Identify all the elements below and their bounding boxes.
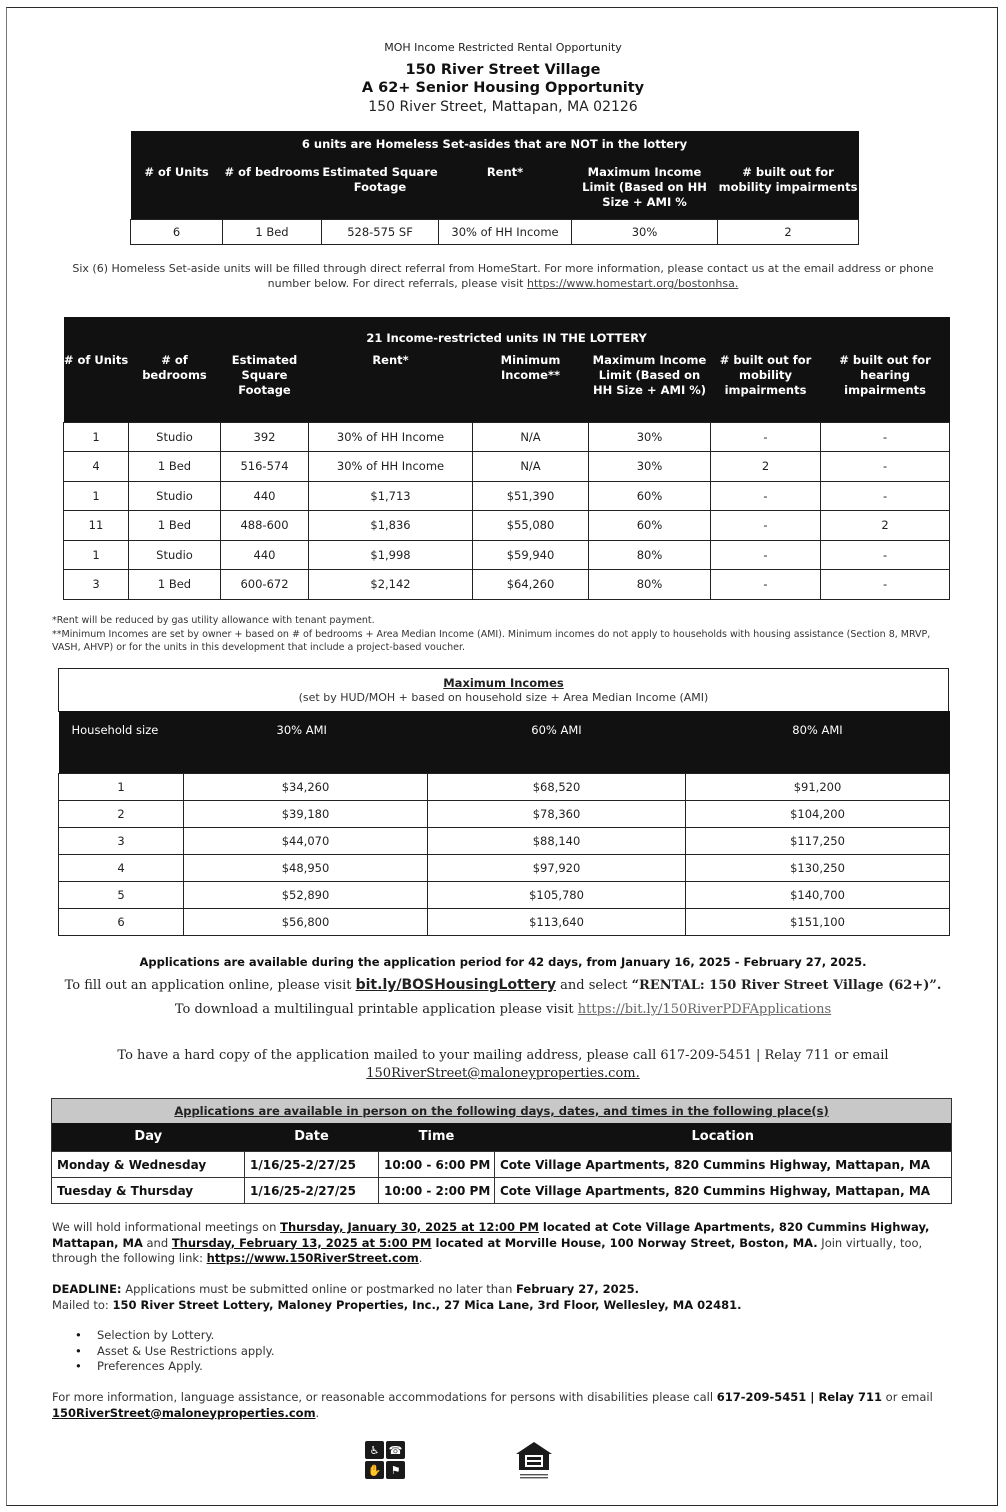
property-title: 150 River Street Village <box>405 62 601 78</box>
table-row <box>59 881 950 908</box>
contact-text: For more information, language assistance, or reasonable accommodations for persons with disabilities please call <box>52 1390 717 1404</box>
meeting2-place: located at Morville House, 100 Norway Street, Boston, MA. <box>431 1235 818 1250</box>
header-kicker: MOH Income Restricted Rental Opportunity <box>384 41 622 54</box>
cell-bedrooms: 1 Bed <box>129 511 221 541</box>
cell-max-income: 80% <box>589 540 711 570</box>
contact-email-link[interactable]: 150RiverStreet@maloneyproperties.com <box>52 1405 316 1420</box>
cell-mobility: 2 <box>718 219 859 244</box>
column-header: 60% AMI <box>428 711 686 773</box>
table-row <box>131 219 859 244</box>
contact-period: . <box>315 1405 320 1420</box>
cell-30-ami: $34,260 <box>184 773 428 800</box>
cell-bedrooms: Studio <box>129 481 221 511</box>
deadline-date: February 27, 2025. <box>516 1282 640 1296</box>
cell-units: 4 <box>64 452 129 482</box>
cell-day: Tuesday & Thursday <box>52 1178 245 1204</box>
mail-application-line <box>0 1047 1006 1083</box>
cell-60-ami: $78,360 <box>428 800 686 827</box>
cell-units: 3 <box>64 570 129 600</box>
cell-bedrooms: 1 Bed <box>223 219 322 244</box>
cell-60-ami: $97,920 <box>428 854 686 881</box>
table-row <box>64 540 950 570</box>
rent-footnote: *Rent will be reduced by gas utility allowance with tenant payment. <box>52 615 375 626</box>
cell-max-income: 30% <box>572 219 718 244</box>
cell-mobility: - <box>711 511 821 541</box>
meeting1-time: Thursday, January 30, 2025 at 12:00 PM <box>280 1220 539 1234</box>
mail-text: To have a hard copy of the application mailed to your mailing address, please call 617-209-5451 | Relay 711 or email <box>117 1048 889 1063</box>
meetings-virtual: Join virtually, too, through the following link: <box>52 1235 923 1265</box>
mailed-label: Mailed to: <box>52 1297 113 1312</box>
table-row <box>52 1152 952 1178</box>
cell-household-size: 4 <box>59 854 184 881</box>
homestart-link[interactable]: https://www.homestart.org/bostonhsa. <box>526 277 739 290</box>
cell-80-ami: $117,250 <box>686 827 950 854</box>
download-application-line <box>0 1002 1006 1017</box>
cell-units: 1 <box>64 422 129 452</box>
cell-min-income: $64,260 <box>473 570 589 600</box>
cell-min-income: N/A <box>473 422 589 452</box>
cell-max-income: 60% <box>589 481 711 511</box>
column-header: Day <box>52 1123 245 1152</box>
cell-80-ami: $151,100 <box>686 908 950 935</box>
cell-mobility: 2 <box>711 452 821 482</box>
cell-max-income: 30% <box>589 422 711 452</box>
table-row <box>64 452 950 482</box>
cell-hearing: 2 <box>821 511 950 541</box>
contact-phone: 617-209-5451 | Relay 711 <box>716 1390 882 1404</box>
property-subtitle: A 62+ Senior Housing Opportunity <box>361 80 645 96</box>
homeless-table-caption: 6 units are Homeless Set-asides that are NOT in the lottery <box>131 131 859 157</box>
cell-household-size: 3 <box>59 827 184 854</box>
meetings-and: and <box>142 1235 172 1250</box>
max-incomes-title: Maximum Incomes <box>443 676 564 690</box>
cell-rent: 30% of HH Income <box>439 219 572 244</box>
column-header: Maximum Income Limit (Based on HH Size + AMI %) <box>589 347 711 422</box>
online-application-line <box>0 977 1006 993</box>
cell-location: Cote Village Apartments, 820 Cummins Highway, Mattapan, MA <box>495 1152 952 1178</box>
lottery-table-header <box>64 347 950 422</box>
cell-min-income: $55,080 <box>473 511 589 541</box>
column-header: # built out for mobility impairments <box>718 157 859 219</box>
cell-bedrooms: 1 Bed <box>129 452 221 482</box>
max-incomes-subtitle: (set by HUD/MOH + based on household size + Area Median Income (AMI) <box>298 691 709 704</box>
table-row <box>64 481 950 511</box>
homeless-setaside-table <box>130 131 859 245</box>
cell-rent: 30% of HH Income <box>309 452 473 482</box>
contact-or-email: or email <box>882 1390 933 1404</box>
cell-rent: 30% of HH Income <box>309 422 473 452</box>
cell-mobility: - <box>711 481 821 511</box>
sign-language-icon: ✋ <box>365 1461 384 1479</box>
cell-30-ami: $39,180 <box>184 800 428 827</box>
cell-units: 1 <box>64 481 129 511</box>
table-row <box>64 511 950 541</box>
column-header: # of Units <box>131 157 223 219</box>
cell-60-ami: $105,780 <box>428 881 686 908</box>
cell-location: Cote Village Apartments, 820 Cummins Highway, Mattapan, MA <box>495 1178 952 1204</box>
cell-hearing: - <box>821 540 950 570</box>
cell-sqft: 516-574 <box>221 452 309 482</box>
deadline-text: Applications must be submitted online or postmarked no later than <box>121 1282 517 1296</box>
deadline-block <box>52 1282 962 1313</box>
cell-sqft: 440 <box>221 481 309 511</box>
cell-household-size: 5 <box>59 881 184 908</box>
in-person-header <box>52 1123 952 1152</box>
max-incomes-table <box>58 711 950 936</box>
max-incomes-box <box>58 668 949 712</box>
wheelchair-icon: ♿ <box>365 1441 384 1459</box>
cell-bedrooms: 1 Bed <box>129 570 221 600</box>
in-person-caption: Applications are available in person on the following days, dates, and times in the following place(s) <box>52 1099 952 1123</box>
table-row <box>59 827 950 854</box>
cell-household-size: 2 <box>59 800 184 827</box>
cell-hearing: - <box>821 452 950 482</box>
cell-day: Monday & Wednesday <box>52 1152 245 1178</box>
download-prefix: To download a multilingual printable application please visit <box>174 1002 578 1017</box>
column-header: Estimated Square Footage <box>322 157 439 219</box>
cell-rent: $2,142 <box>309 570 473 600</box>
cell-units: 1 <box>64 540 129 570</box>
mail-email-link[interactable]: 150RiverStreet@maloneyproperties.com. <box>366 1066 640 1081</box>
column-header: # built out for mobility impairments <box>711 347 821 422</box>
cell-rent: $1,836 <box>309 511 473 541</box>
table-row <box>64 570 950 600</box>
deadline-label: DEADLINE: <box>52 1282 122 1296</box>
equal-housing-opportunity-icon <box>512 1440 556 1484</box>
info-meetings <box>52 1220 962 1267</box>
cell-min-income: N/A <box>473 452 589 482</box>
in-person-table <box>51 1098 952 1204</box>
meeting1-place: located at Cote Village Apartments, 820 Cummins Highway, Mattapan, MA <box>52 1220 930 1250</box>
column-header: # of bedrooms <box>129 347 221 422</box>
meetings-intro: We will hold informational meetings on <box>52 1220 281 1234</box>
cell-date: 1/16/25-2/27/25 <box>245 1152 379 1178</box>
online-prefix: To fill out an application online, please visit <box>64 978 356 993</box>
list-item: • Selection by Lottery. <box>75 1328 275 1344</box>
cell-time: 10:00 - 6:00 PM <box>379 1152 495 1178</box>
cell-rent: $1,713 <box>309 481 473 511</box>
column-header: Maximum Income Limit (Based on HH Size + AMI % <box>572 157 718 219</box>
cell-30-ami: $44,070 <box>184 827 428 854</box>
cell-80-ami: $140,700 <box>686 881 950 908</box>
table-row <box>59 854 950 881</box>
mailed-address: 150 River Street Lottery, Maloney Properties, Inc., 27 Mica Lane, 3rd Floor, Wellesley, MA 02481. <box>112 1297 742 1312</box>
housing-lottery-link[interactable]: bit.ly/BOSHousingLottery <box>355 977 557 993</box>
table-row <box>64 422 950 452</box>
cell-rent: $1,998 <box>309 540 473 570</box>
min-income-footnote: **Minimum Incomes are set by owner + based on # of bedrooms + Area Median Income (AMI). Minimum incomes do not apply to households with housing assistance (Section 8, MRVP, VASH, AHVP) or for the units in this development that include a project-based voucher. <box>52 628 931 653</box>
table-row <box>59 908 950 935</box>
cell-30-ami: $52,890 <box>184 881 428 908</box>
lottery-units-table <box>63 317 950 600</box>
online-selection: “RENTAL: 150 River Street Village (62+)”. <box>631 978 942 993</box>
online-middle: and select <box>556 978 632 993</box>
meeting2-time: Thursday, February 13, 2025 at 5:00 PM <box>171 1235 432 1250</box>
cell-mobility: - <box>711 422 821 452</box>
cell-bedrooms: Studio <box>129 540 221 570</box>
list-item: • Asset & Use Restrictions apply. <box>75 1344 275 1360</box>
cell-sqft: 392 <box>221 422 309 452</box>
column-header: Rent* <box>439 157 572 219</box>
cell-hearing: - <box>821 422 950 452</box>
cell-80-ami: $104,200 <box>686 800 950 827</box>
cell-min-income: $59,940 <box>473 540 589 570</box>
cell-mobility: - <box>711 540 821 570</box>
cell-sqft: 600-672 <box>221 570 309 600</box>
cell-80-ami: $130,250 <box>686 854 950 881</box>
cell-60-ami: $68,520 <box>428 773 686 800</box>
lottery-table-caption: 21 Income-restricted units IN THE LOTTERY <box>64 317 950 347</box>
cell-household-size: 1 <box>59 773 184 800</box>
column-header: Minimum Income** <box>473 347 589 422</box>
column-header: Rent* <box>309 347 473 422</box>
column-header: # of bedrooms <box>223 157 322 219</box>
cell-mobility: - <box>711 570 821 600</box>
cell-hearing: - <box>821 570 950 600</box>
column-header: Date <box>245 1123 379 1152</box>
tty-icon: ☎ <box>386 1441 405 1459</box>
cell-30-ami: $48,950 <box>184 854 428 881</box>
cell-bedrooms: Studio <box>129 422 221 452</box>
cell-min-income: $51,390 <box>473 481 589 511</box>
cell-sqft: 488-600 <box>221 511 309 541</box>
property-address: 150 River Street, Mattapan, MA 02126 <box>368 99 638 115</box>
cell-household-size: 6 <box>59 908 184 935</box>
table-row <box>59 800 950 827</box>
homeless-note-text: Six (6) Homeless Set-aside units will be filled through direct referral from HomeStart. For more information, please contact us at the email address or phone number below. For direct referrals, please visit <box>72 262 934 290</box>
max-incomes-header <box>59 711 950 773</box>
cell-time: 10:00 - 2:00 PM <box>379 1178 495 1204</box>
footnotes <box>52 614 952 655</box>
cell-60-ami: $88,140 <box>428 827 686 854</box>
blind-cane-icon: ⚑ <box>386 1461 405 1479</box>
column-header: Estimated Square Footage <box>221 347 309 422</box>
meetings-period: . <box>418 1251 423 1265</box>
column-header: # of Units <box>64 347 129 422</box>
contact-info <box>52 1390 962 1421</box>
cell-sqft: 528-575 SF <box>322 219 439 244</box>
column-header: 80% AMI <box>686 711 950 773</box>
column-header: 30% AMI <box>184 711 428 773</box>
application-period: Applications are available during the application period for 42 days, from January 16, 2025 - February 27, 2025. <box>139 955 867 969</box>
pdf-applications-link[interactable]: https://bit.ly/150RiverPDFApplications <box>577 1002 832 1017</box>
cell-sqft: 440 <box>221 540 309 570</box>
homeless-table-header <box>131 157 859 219</box>
conditions-list <box>75 1328 275 1375</box>
column-header: Time <box>379 1123 495 1152</box>
cell-60-ami: $113,640 <box>428 908 686 935</box>
cell-max-income: 80% <box>589 570 711 600</box>
cell-date: 1/16/25-2/27/25 <box>245 1178 379 1204</box>
cell-units: 11 <box>64 511 129 541</box>
homeless-note <box>60 261 946 291</box>
table-row <box>59 773 950 800</box>
cell-max-income: 60% <box>589 511 711 541</box>
column-header: Location <box>495 1123 952 1152</box>
column-header: Household size <box>59 711 184 773</box>
list-item: • Preferences Apply. <box>75 1359 275 1375</box>
table-row <box>52 1178 952 1204</box>
accessibility-logo <box>365 1441 405 1479</box>
virtual-meeting-link[interactable]: https://www.150RiverStreet.com <box>206 1251 419 1265</box>
column-header: # built out for hearing impairments <box>821 347 950 422</box>
cell-max-income: 30% <box>589 452 711 482</box>
cell-30-ami: $56,800 <box>184 908 428 935</box>
cell-80-ami: $91,200 <box>686 773 950 800</box>
cell-units: 6 <box>131 219 223 244</box>
cell-hearing: - <box>821 481 950 511</box>
